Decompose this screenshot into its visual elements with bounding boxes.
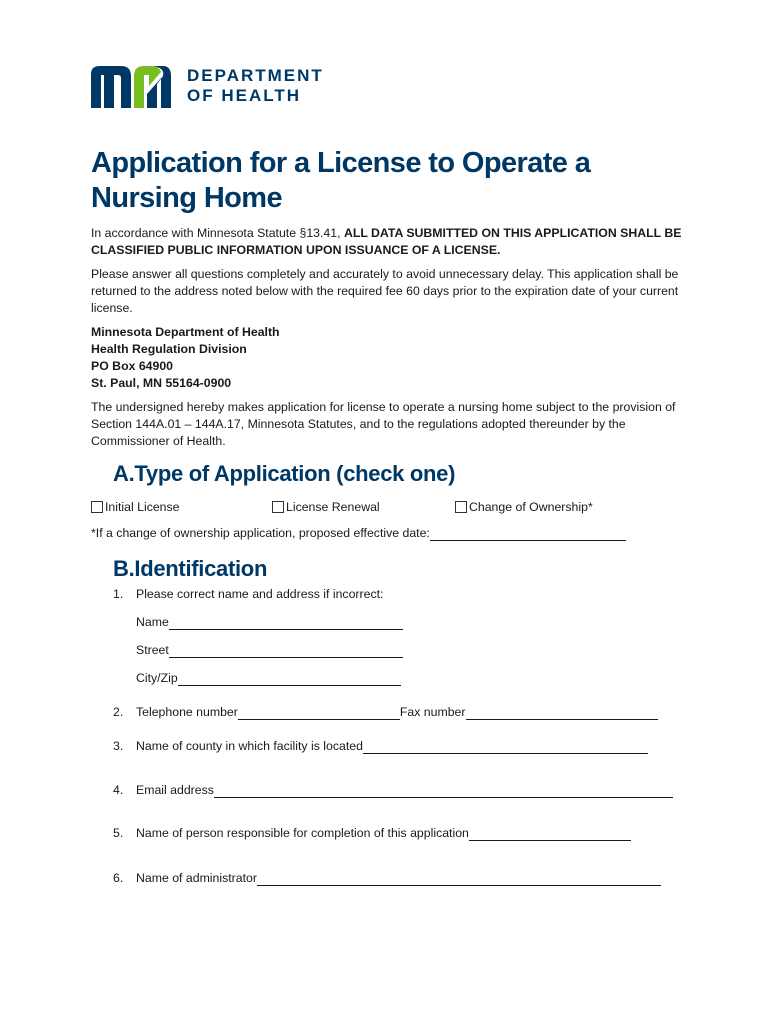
name-label: Name <box>136 615 169 629</box>
address-line: Minnesota Department of Health <box>91 325 280 339</box>
statute-text: In accordance with Minnesota Statute §13.41, <box>91 226 344 240</box>
telephone-field[interactable] <box>238 707 400 720</box>
question-5 <box>113 825 631 841</box>
address-line: St. Paul, MN 55164-0900 <box>91 376 232 390</box>
question-number: 3. <box>113 739 124 753</box>
city-zip-row <box>136 670 401 686</box>
section-a-heading: A.Type of Application (check one) <box>113 461 456 486</box>
statute-paragraph <box>91 225 691 259</box>
change-of-ownership-checkbox[interactable] <box>455 501 467 513</box>
page-title: Application for a License to Operate a Nursing Home <box>91 147 591 214</box>
question-2 <box>113 704 658 720</box>
street-field[interactable] <box>169 645 403 658</box>
question-number: 5. <box>113 826 124 840</box>
street-label: Street <box>136 643 169 657</box>
mdh-logo <box>91 64 324 108</box>
initial-license-option[interactable] <box>91 499 180 515</box>
fax-label: Fax number <box>399 705 466 719</box>
city-zip-field[interactable] <box>178 673 401 686</box>
question-number: 4. <box>113 783 124 797</box>
change-of-ownership-option[interactable] <box>455 499 593 515</box>
address-line: PO Box 64900 <box>91 359 174 373</box>
county-field[interactable] <box>363 741 648 754</box>
mailing-address <box>91 324 691 392</box>
logo-wordmark <box>187 66 324 106</box>
name-field[interactable] <box>169 617 403 630</box>
effective-date-row <box>91 525 626 541</box>
question-6 <box>113 870 661 886</box>
telephone-label: Telephone number <box>136 705 238 719</box>
mn-logo-icon <box>91 64 177 108</box>
initial-license-checkbox[interactable] <box>91 501 103 513</box>
email-label: Email address <box>136 783 214 797</box>
effective-date-label: *If a change of ownership application, proposed effective date: <box>91 526 430 540</box>
question-number: 2. <box>113 705 124 719</box>
address-line: Health Regulation Division <box>91 342 247 356</box>
question-3 <box>113 738 648 754</box>
public-data-notice: ALL DATA SUBMITTED ON THIS APPLICATION SHALL BE CLASSIFIED PUBLIC INFORMATION UPON ISSUANCE OF A LICENSE. <box>91 226 682 257</box>
license-renewal-option[interactable] <box>272 499 380 515</box>
county-label: Name of county in which facility is located <box>136 739 363 753</box>
administrator-field[interactable] <box>257 873 661 886</box>
name-row <box>136 614 403 630</box>
question-number: 6. <box>113 871 124 885</box>
email-field[interactable] <box>214 785 673 798</box>
change-of-ownership-label: Change of Ownership* <box>469 500 593 514</box>
city-zip-label: City/Zip <box>136 671 178 685</box>
license-renewal-label: License Renewal <box>286 500 380 514</box>
question-4 <box>113 782 673 798</box>
logo-line-department: DEPARTMENT <box>187 66 324 85</box>
question-number: 1. <box>113 587 124 601</box>
instructions-paragraph: Please answer all questions completely and accurately to avoid unnecessary delay. This application shall be returned to the address noted below with the required fee 60 days prior to the expiration date of your current license. <box>91 267 679 315</box>
street-row <box>136 642 403 658</box>
responsible-person-label: Name of person responsible for completion of this application <box>136 826 469 840</box>
responsible-person-field[interactable] <box>469 828 631 841</box>
section-b-heading: B.Identification <box>113 556 268 581</box>
question-1-text: Please correct name and address if incorrect: <box>136 587 384 601</box>
question-1 <box>113 586 384 602</box>
effective-date-field[interactable] <box>430 528 626 541</box>
fax-field[interactable] <box>466 707 658 720</box>
undersigned-paragraph: The undersigned hereby makes application for license to operate a nursing home subject to the provision of Section 144A.01 – 144A.17, Minnesota Statutes, and to the regulations adopted thereunder by the Commissioner of Health. <box>91 400 676 448</box>
initial-license-label: Initial License <box>105 500 180 514</box>
logo-line-of-health: OF HEALTH <box>187 86 302 105</box>
license-renewal-checkbox[interactable] <box>272 501 284 513</box>
administrator-label: Name of administrator <box>136 871 257 885</box>
